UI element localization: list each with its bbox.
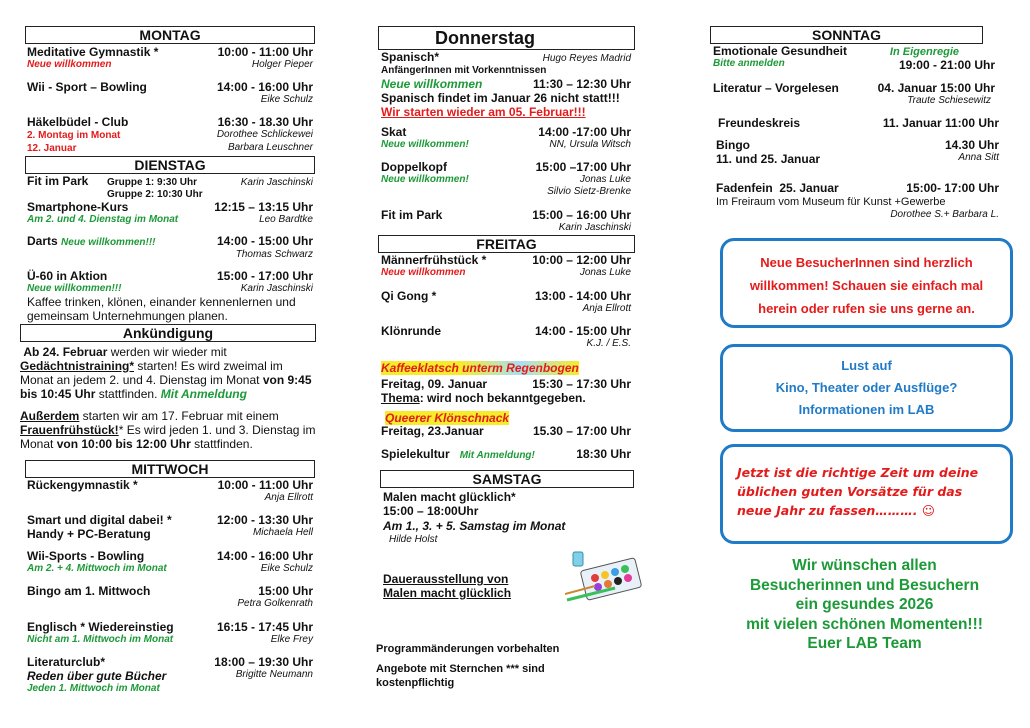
item-leader: Hilde Holst (389, 534, 438, 545)
item-note: Neue willkommen!!! (27, 283, 122, 294)
text-bold-underline: Außerdem (20, 409, 80, 423)
ankuendigung-para-1 (20, 345, 316, 401)
callout-culture (720, 344, 1013, 432)
item-leader: NN, Ursula Witsch (549, 139, 631, 150)
item-time: 14:00 -17:00 Uhr (538, 125, 631, 139)
item-leader: Elke Frey (270, 634, 313, 645)
item-time: 10:00 – 12:00 Uhr (532, 253, 631, 267)
item-time: 18:30 Uhr (576, 447, 631, 461)
text: * Es wird jeden 1. und 3. Dienstag im Monat (20, 423, 316, 451)
item-name: Freundeskreis (718, 116, 801, 130)
item-time: 13:00 - 14:00 Uhr (534, 289, 631, 303)
freitag-item-maenner (381, 253, 631, 279)
item-time: 14:00 - 15:00 Uhr (216, 234, 313, 248)
item-leader: Anja Ellrott (264, 492, 313, 503)
text: starten wir am 17. Februar mit einem (79, 409, 279, 423)
sonntag-item-fadenfein (716, 181, 999, 221)
greeting-line-1: Wir wünschen allen (792, 557, 937, 574)
ankuendigung-header: Ankündigung (20, 324, 316, 342)
item-note: Am 1., 3. + 5. Samstag im Monat (383, 519, 566, 533)
item-note: Bitte anmelden (713, 58, 785, 69)
item-note: Neue willkommen (27, 59, 112, 70)
callout-line-3: Informationen im LAB (798, 402, 935, 417)
item-name: Männerfrühstück * (381, 253, 487, 267)
item-time: 15.30 – 17:00 Uhr (532, 424, 631, 438)
item-leader: Brigitte Neumann (235, 669, 313, 680)
item-time: 10:00 - 11:00 Uhr (217, 45, 313, 59)
item-thema: : wird noch bekanntgegeben. (419, 391, 586, 405)
item-time: 14:00 - 15:00 Uhr (534, 324, 631, 338)
item-leader: Jonas Luke (579, 174, 631, 185)
item-time: 10:00 - 11:00 Uhr (217, 478, 313, 492)
text: starten! Es wird zweimal im Monat an jedem 2. und 4. Dienstag im Monat (20, 359, 283, 387)
item-note: Neue willkommen!!! (61, 237, 156, 248)
item-sub: 11. und 25. Januar (716, 152, 821, 166)
item-leader: Barbara Leuschner (227, 142, 313, 153)
greeting-line-3: ein gesundes 2026 (795, 596, 934, 613)
item-date: Freitag, 23.Januar (381, 424, 484, 438)
sonntag-item-literatur (713, 81, 995, 107)
callout-line-2: Kino, Theater oder Ausflüge? (775, 380, 958, 395)
item-time: 18:00 – 19:30 Uhr (214, 655, 313, 669)
callout-resolutions: Jetzt ist die richtige Zeit um deine üblichen guten Vorsätze für das neue Jahr zu fassen………. ☺ (720, 444, 1013, 544)
item-place: Im Freiraum vom Museum für Kunst +Gewerbe (716, 196, 946, 208)
item-time: 15:00- 17:00 Uhr (906, 181, 999, 195)
item-leader: Petra Golkenrath (237, 598, 313, 609)
montag-item-gymnastik (27, 45, 313, 71)
mittwoch-item-englisch (27, 620, 313, 646)
item-date: 25. Januar (779, 181, 839, 195)
item-title: Kaffeeklatsch unterm Regenbogen (381, 361, 579, 375)
item-time: 14.30 Uhr (944, 138, 999, 152)
dienstag-header: DIENSTAG (25, 156, 315, 174)
dienstag-item-smartphone (27, 200, 313, 226)
text-bold-underline: Frauenfrühstück! (20, 423, 119, 437)
item-note: 2. Montag im Monat (27, 130, 121, 141)
item-name: Skat (381, 125, 407, 139)
item-leader: Eike Schulz (260, 94, 313, 105)
mittwoch-item-ruecken (27, 478, 313, 504)
greeting-line-4: mit vielen schönen Momenten!!! (746, 615, 983, 633)
item-name: Literatur – Vorgelesen (713, 81, 839, 95)
dauerausstellung (383, 572, 553, 600)
freitag-header: FREITAG (378, 235, 635, 253)
item-time: 16:30 - 18.30 Uhr (217, 115, 313, 129)
dauer-line-2: Malen macht glücklich (383, 586, 512, 600)
text-bold: Ab 24. Februar (23, 345, 108, 359)
montag-item-wii (27, 80, 313, 106)
donnerstag-item-fitpark (381, 208, 631, 234)
item-leader: Holger Pieper (251, 59, 313, 70)
greeting (712, 556, 1017, 654)
item-sub: AnfängerInnen mit Vorkenntnissen (381, 65, 547, 76)
text-bold: von 9:45 bis 10:45 Uhr (20, 373, 312, 401)
item-date: Freitag, 09. Januar (381, 377, 488, 391)
freitag-item-kloenrunde (381, 324, 631, 350)
item-name: Rückengymnastik * (27, 478, 138, 492)
item-note: Neue willkommen (381, 267, 466, 278)
item-note: 12. Januar (27, 143, 77, 154)
item-note: Mit Anmeldung! (459, 450, 535, 461)
paint-palette-icon (565, 550, 645, 605)
samstag-item-malen (383, 490, 633, 546)
mittwoch-item-literatur (27, 655, 313, 695)
item-name: Häkelbüdel - Club (27, 115, 129, 129)
item-name: Darts (27, 234, 58, 248)
donnerstag-item-spanisch (381, 50, 631, 119)
item-leader: Karin Jaschinski (240, 283, 313, 294)
item-note: Am 2. und 4. Dienstag im Monat (27, 214, 179, 225)
item-group: Gruppe 2: 10:30 Uhr (107, 189, 203, 200)
footer-line-2: Angebote mit Sternchen *** sind (376, 663, 545, 675)
freitag-item-spielekultur (381, 447, 631, 462)
item-name: Bingo (716, 138, 750, 152)
callout-welcome: Neue BesucherInnen sind herzlich willkommen! Schauen sie einfach mal herein oder rufen sie uns gerne an. (720, 238, 1013, 328)
item-thema-label: Thema (381, 391, 420, 405)
item-name: Smartphone-Kurs (27, 200, 129, 214)
dienstag-item-darts (27, 234, 313, 261)
item-restart: Wir starten wieder am 05. Februar!!! (381, 105, 586, 119)
item-description: Kaffee trinken, klönen, einander kennenlernen und gemeinsam Unternehmungen planen. (27, 295, 296, 323)
item-name: Spielekultur (381, 447, 450, 461)
item-leader: Karin Jaschinski (558, 222, 631, 233)
freitag-item-queer-time (381, 424, 631, 438)
item-note: Jeden 1. Mittwoch im Monat (27, 683, 160, 694)
item-note: Neue willkommen (381, 77, 483, 91)
item-name: Klönrunde (381, 324, 441, 338)
item-name-2: Handy + PC-Beratung (27, 527, 151, 541)
item-name: Spanisch* (381, 50, 440, 64)
callout-line-1: Lust auf (841, 358, 892, 373)
item-time: 04. Januar 15:00 Uhr (877, 81, 995, 95)
samstag-header: SAMSTAG (380, 470, 634, 488)
item-name: Emotionale Gesundheit (713, 44, 848, 58)
item-leader: Jonas Luke (579, 267, 631, 278)
item-time: 15:30 – 17:30 Uhr (532, 377, 631, 391)
item-time: 19:00 - 21:00 Uhr (898, 58, 995, 72)
item-leader: K.J. / E.S. (586, 338, 631, 349)
item-leader: Anna Sitt (958, 152, 999, 163)
mittwoch-item-wii (27, 549, 313, 575)
item-leader: Leo Bardtke (259, 214, 313, 225)
greeting-line-5: Euer LAB Team (807, 635, 922, 652)
item-leader: Eike Schulz (260, 563, 313, 574)
text-bold-underline: Gedächtnistraining* (20, 359, 135, 373)
mittwoch-item-bingo (27, 584, 313, 610)
item-info: Spanisch findet im Januar 26 nicht statt!!! (381, 91, 620, 105)
item-name: Smart und digital dabei! * (27, 513, 172, 527)
item-name: Malen macht glücklich* (383, 490, 516, 504)
item-note: Neue willkommen! (381, 139, 469, 150)
item-leader: Dorothee Schlickewei (216, 129, 313, 140)
item-leader: Karin Jaschinski (240, 177, 313, 188)
item-group: Gruppe 1: 9:30 Uhr (107, 177, 198, 188)
item-name: Wii - Sport – Bowling (27, 80, 147, 94)
donnerstag-item-doppelkopf (381, 160, 631, 198)
item-name: Bingo am 1. Mittwoch (27, 584, 151, 598)
footer-note (376, 642, 636, 690)
donnerstag-header: Donnerstag (378, 26, 635, 50)
item-time: 14:00 - 16:00 Uhr (216, 80, 313, 94)
footer-line-3: kostenpflichtig (376, 677, 455, 689)
mittwoch-item-smart (27, 513, 313, 541)
item-name: Doppelkopf (381, 160, 447, 174)
item-leader: Hugo Reyes Madrid (542, 53, 631, 64)
item-name: Ü-60 in Aktion (27, 269, 108, 283)
item-time: 15:00 – 16:00 Uhr (532, 208, 631, 222)
text: stattfinden. (95, 387, 161, 401)
item-time: 15:00 - 17:00 Uhr (216, 269, 313, 283)
item-time: 11. Januar 11:00 Uhr (882, 116, 999, 130)
text: stattfinden. (190, 437, 253, 451)
item-leader: Traute Schiesewitz (907, 95, 991, 106)
donnerstag-item-skat (381, 125, 631, 151)
dienstag-item-ue60 (27, 269, 313, 323)
greeting-line-2: Besucherinnen und Besuchern (749, 576, 980, 594)
dauer-line-1: Dauerausstellung von (383, 572, 509, 586)
item-name: Fadenfein (716, 181, 773, 195)
mittwoch-header: MITTWOCH (25, 460, 315, 478)
item-name: Wii-Sports - Bowling (27, 549, 145, 563)
text-bold: von 10:00 bis 12:00 Uhr (56, 437, 191, 451)
montag-item-haekel (27, 115, 313, 155)
sonntag-header: SONNTAG (710, 26, 983, 44)
item-name: Meditative Gymnastik * (27, 45, 159, 59)
item-name: Fit im Park (381, 208, 443, 222)
freitag-item-qigong (381, 289, 631, 315)
item-leader: Dorothee S.+ Barbara L. (890, 209, 999, 220)
item-sub: Reden über gute Bücher (27, 669, 167, 683)
item-time: 11:30 – 12:30 Uhr (532, 77, 631, 91)
item-time: 12:00 - 13:30 Uhr (216, 513, 313, 527)
footer-line-1: Programmänderungen vorbehalten (376, 643, 560, 655)
item-note: Neue willkommen! (381, 174, 469, 185)
sonntag-item-emotional (713, 44, 995, 72)
item-time: 16:15 - 17:45 Uhr (216, 620, 313, 634)
text-note: Mit Anmeldung (160, 387, 247, 401)
sonntag-item-freundeskreis (718, 116, 999, 130)
freitag-item-kaffeeklatsch (381, 359, 631, 405)
sonntag-item-bingo (716, 138, 999, 166)
item-tag: In Eigenregie (889, 46, 959, 58)
item-note: Am 2. + 4. Mittwoch im Monat (27, 563, 167, 574)
item-name: Englisch * Wiedereinstieg (27, 620, 174, 634)
text: werden wir wieder mit (107, 345, 227, 359)
item-name: Literaturclub* (27, 655, 106, 669)
item-note: Nicht am 1. Mittwoch im Monat (27, 634, 174, 645)
item-leader: Anja Ellrott (582, 303, 631, 314)
item-name: Qi Gong * (381, 289, 437, 303)
montag-header: MONTAG (25, 26, 315, 44)
item-title: Queerer Klönschnack (385, 411, 510, 425)
item-leader-2: Silvio Sietz-Brenke (547, 186, 631, 197)
item-leader: Thomas Schwarz (235, 249, 313, 260)
item-name: Fit im Park (27, 174, 89, 188)
item-time: 15:00 – 18:00Uhr (383, 504, 479, 518)
item-time: 12:15 – 13:15 Uhr (214, 200, 313, 214)
item-time: 15:00 Uhr (258, 584, 313, 598)
ankuendigung-para-2 (20, 409, 316, 451)
item-time: 14:00 - 16:00 Uhr (216, 549, 313, 563)
item-time: 15:00 –17:00 Uhr (535, 160, 631, 174)
item-leader: Michaela Hell (252, 527, 313, 538)
dienstag-item-fitpark (27, 174, 313, 201)
